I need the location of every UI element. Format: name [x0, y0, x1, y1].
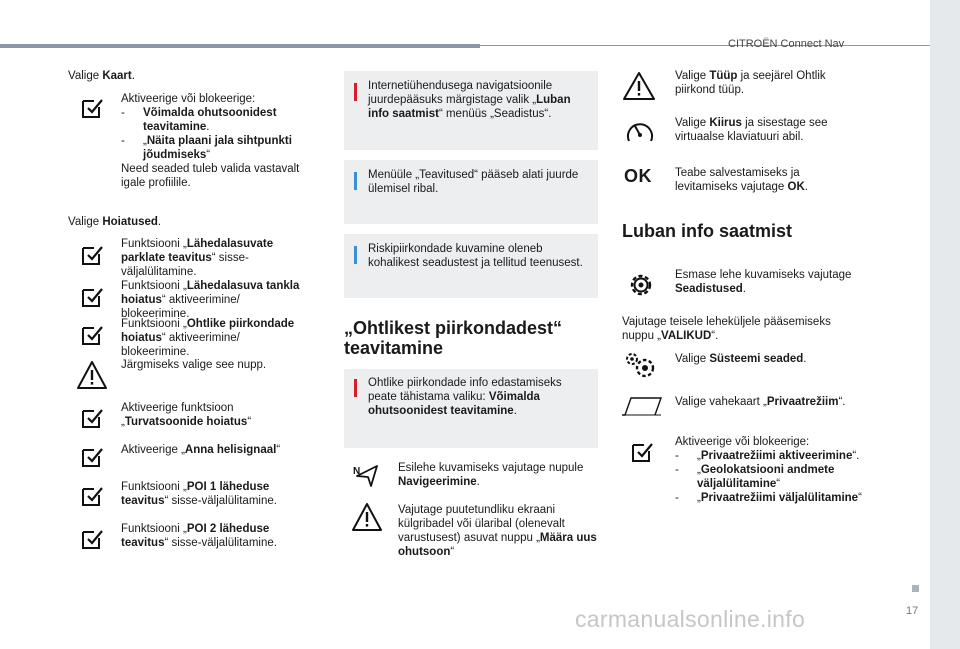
info-marker [354, 246, 357, 264]
alert-marker [354, 379, 357, 397]
note-risk-text: Riskipiirkondade kuvamine oleneb kohalikest seadustest ja tellitud teenusest. [368, 243, 583, 269]
side-margin [930, 0, 960, 649]
checkbox-icon [78, 240, 106, 268]
checkbox-icon [78, 93, 106, 121]
poi2-item: Funktsiooni „POI 2 läheduse teavitus“ sisse-väljalülitamine. [121, 523, 277, 549]
kaart-item: Aktiveerige või blokeerige: - Võimalda ohutsoonidest teavitamine. - „Näita plaani jala sihtpunkti jõudmiseks“ Need seaded tuleb valida vastavalt igale profiilile. [121, 93, 300, 189]
options-item: Vajutage teisele leheküljele pääsemiseks nuppu „VALIKUD“. [622, 316, 831, 342]
checkbox-icon [78, 524, 106, 552]
checkbox-icon [78, 442, 106, 470]
page-marker [912, 585, 919, 592]
svg-text:N: N [353, 466, 361, 477]
kaart-intro: Valige Kaart. [68, 70, 135, 82]
system-gears-icon [624, 351, 658, 381]
new-zone-item: Vajutage puutetundliku ekraani külgribadel või ülaribal (olenevalt varustusest) asuvat nuppu „Määra uus ohutsoon“ [398, 504, 597, 558]
gear-icon [626, 270, 656, 300]
checkbox-icon [78, 481, 106, 509]
alert-marker [354, 83, 357, 101]
poi1-item: Funktsiooni „POI 1 läheduse teavitus“ sisse-väljalülitamine. [121, 481, 277, 507]
brand-label: CITROËN Connect Nav [728, 38, 845, 50]
system-settings-item: Valige Süsteemi seaded. [675, 353, 807, 365]
sound-signal-item: Aktiveerige „Anna helisignaal“ [121, 444, 281, 456]
checkbox-icon [628, 437, 656, 465]
navigation-arrow-icon [353, 463, 379, 489]
warning-icon [622, 71, 656, 101]
hoiatused-intro: Valige Hoiatused. [68, 216, 162, 228]
note-box-danger [344, 369, 598, 448]
fuel-alert-item: Funktsiooni „Lähedalasuva tankla hoiatus“ aktiveerimine/ blokeerimine. [121, 280, 300, 320]
header-rule-thin [480, 45, 940, 46]
settings-item: Esmase lehe kuvamiseks vajutage Seadistused. [675, 269, 852, 295]
warning-icon [351, 502, 383, 532]
navigation-item: Esilehe kuvamiseks vajutage nupule Navigeerimine. [398, 462, 584, 488]
speed-item: Valige Kiirus ja sisestage see virtuaalse klaviatuuri abil. [675, 117, 828, 143]
checkbox-icon [78, 282, 106, 310]
private-mode-item: Aktiveerige või blokeerige: - „Privaatrežiimi aktiveerimine“. - „Geolokatsiooni andmete väljalülitamine“ - „Privaatrežiimi väljalülitamine“ [675, 436, 862, 504]
watermark: carmanualsonline.info [575, 606, 806, 632]
safety-zone-item: Aktiveerige funktsioon „Turvatsoonide hoiatus“ [121, 402, 252, 428]
note-danger-text: Ohtlike piirkondade info edastamiseks peate tähistama valiku: Võimalda ohutsoonidest teavitamine. [368, 377, 562, 417]
next-button-item: Järgmiseks valige see nupp. [121, 359, 267, 371]
private-tab-item: Valige vahekaart „Privaatrežiim“. [675, 396, 846, 408]
page-number: 17 [906, 605, 919, 617]
note-notifications-text: Menüüle „Teavitused“ pääseb alati juurde ülemisel ribal. [368, 169, 579, 195]
note-box-risk [344, 234, 598, 298]
type-item: Valige Tüüp ja seejärel Ohtlik piirkond tüüp. [675, 70, 826, 96]
checkbox-icon [78, 320, 106, 348]
header-rule [0, 44, 480, 48]
parking-alert-item: Funktsiooni „Lähedalasuvate parklate teavitus“ sisse-väljalülitamine. [121, 238, 274, 278]
info-marker [354, 172, 357, 190]
warning-icon [76, 360, 108, 390]
danger-area-alert-item: Funktsiooni „Ohtlike piirkondade hoiatus“ aktiveerimine/ blokeerimine. [121, 318, 295, 358]
tab-icon [621, 395, 663, 417]
note-internet-text: Internetiühendusega navigatsioonile juurdepääsuks märgistage valik „Luban info saatmist“ menüüs „Seadistus“. [368, 80, 571, 120]
checkbox-icon [78, 403, 106, 431]
section-title-sharing: Luban info saatmist [622, 221, 793, 241]
ok-icon: OK [624, 166, 652, 186]
speedometer-icon [624, 117, 656, 147]
note-box-notifications [344, 160, 598, 224]
note-box-internet [344, 71, 598, 150]
section-title-danger: „Ohtlikest piirkondadest“ teavitamine [344, 318, 563, 358]
save-item: Teabe salvestamiseks ja levitamiseks vajutage OK. [675, 167, 808, 193]
